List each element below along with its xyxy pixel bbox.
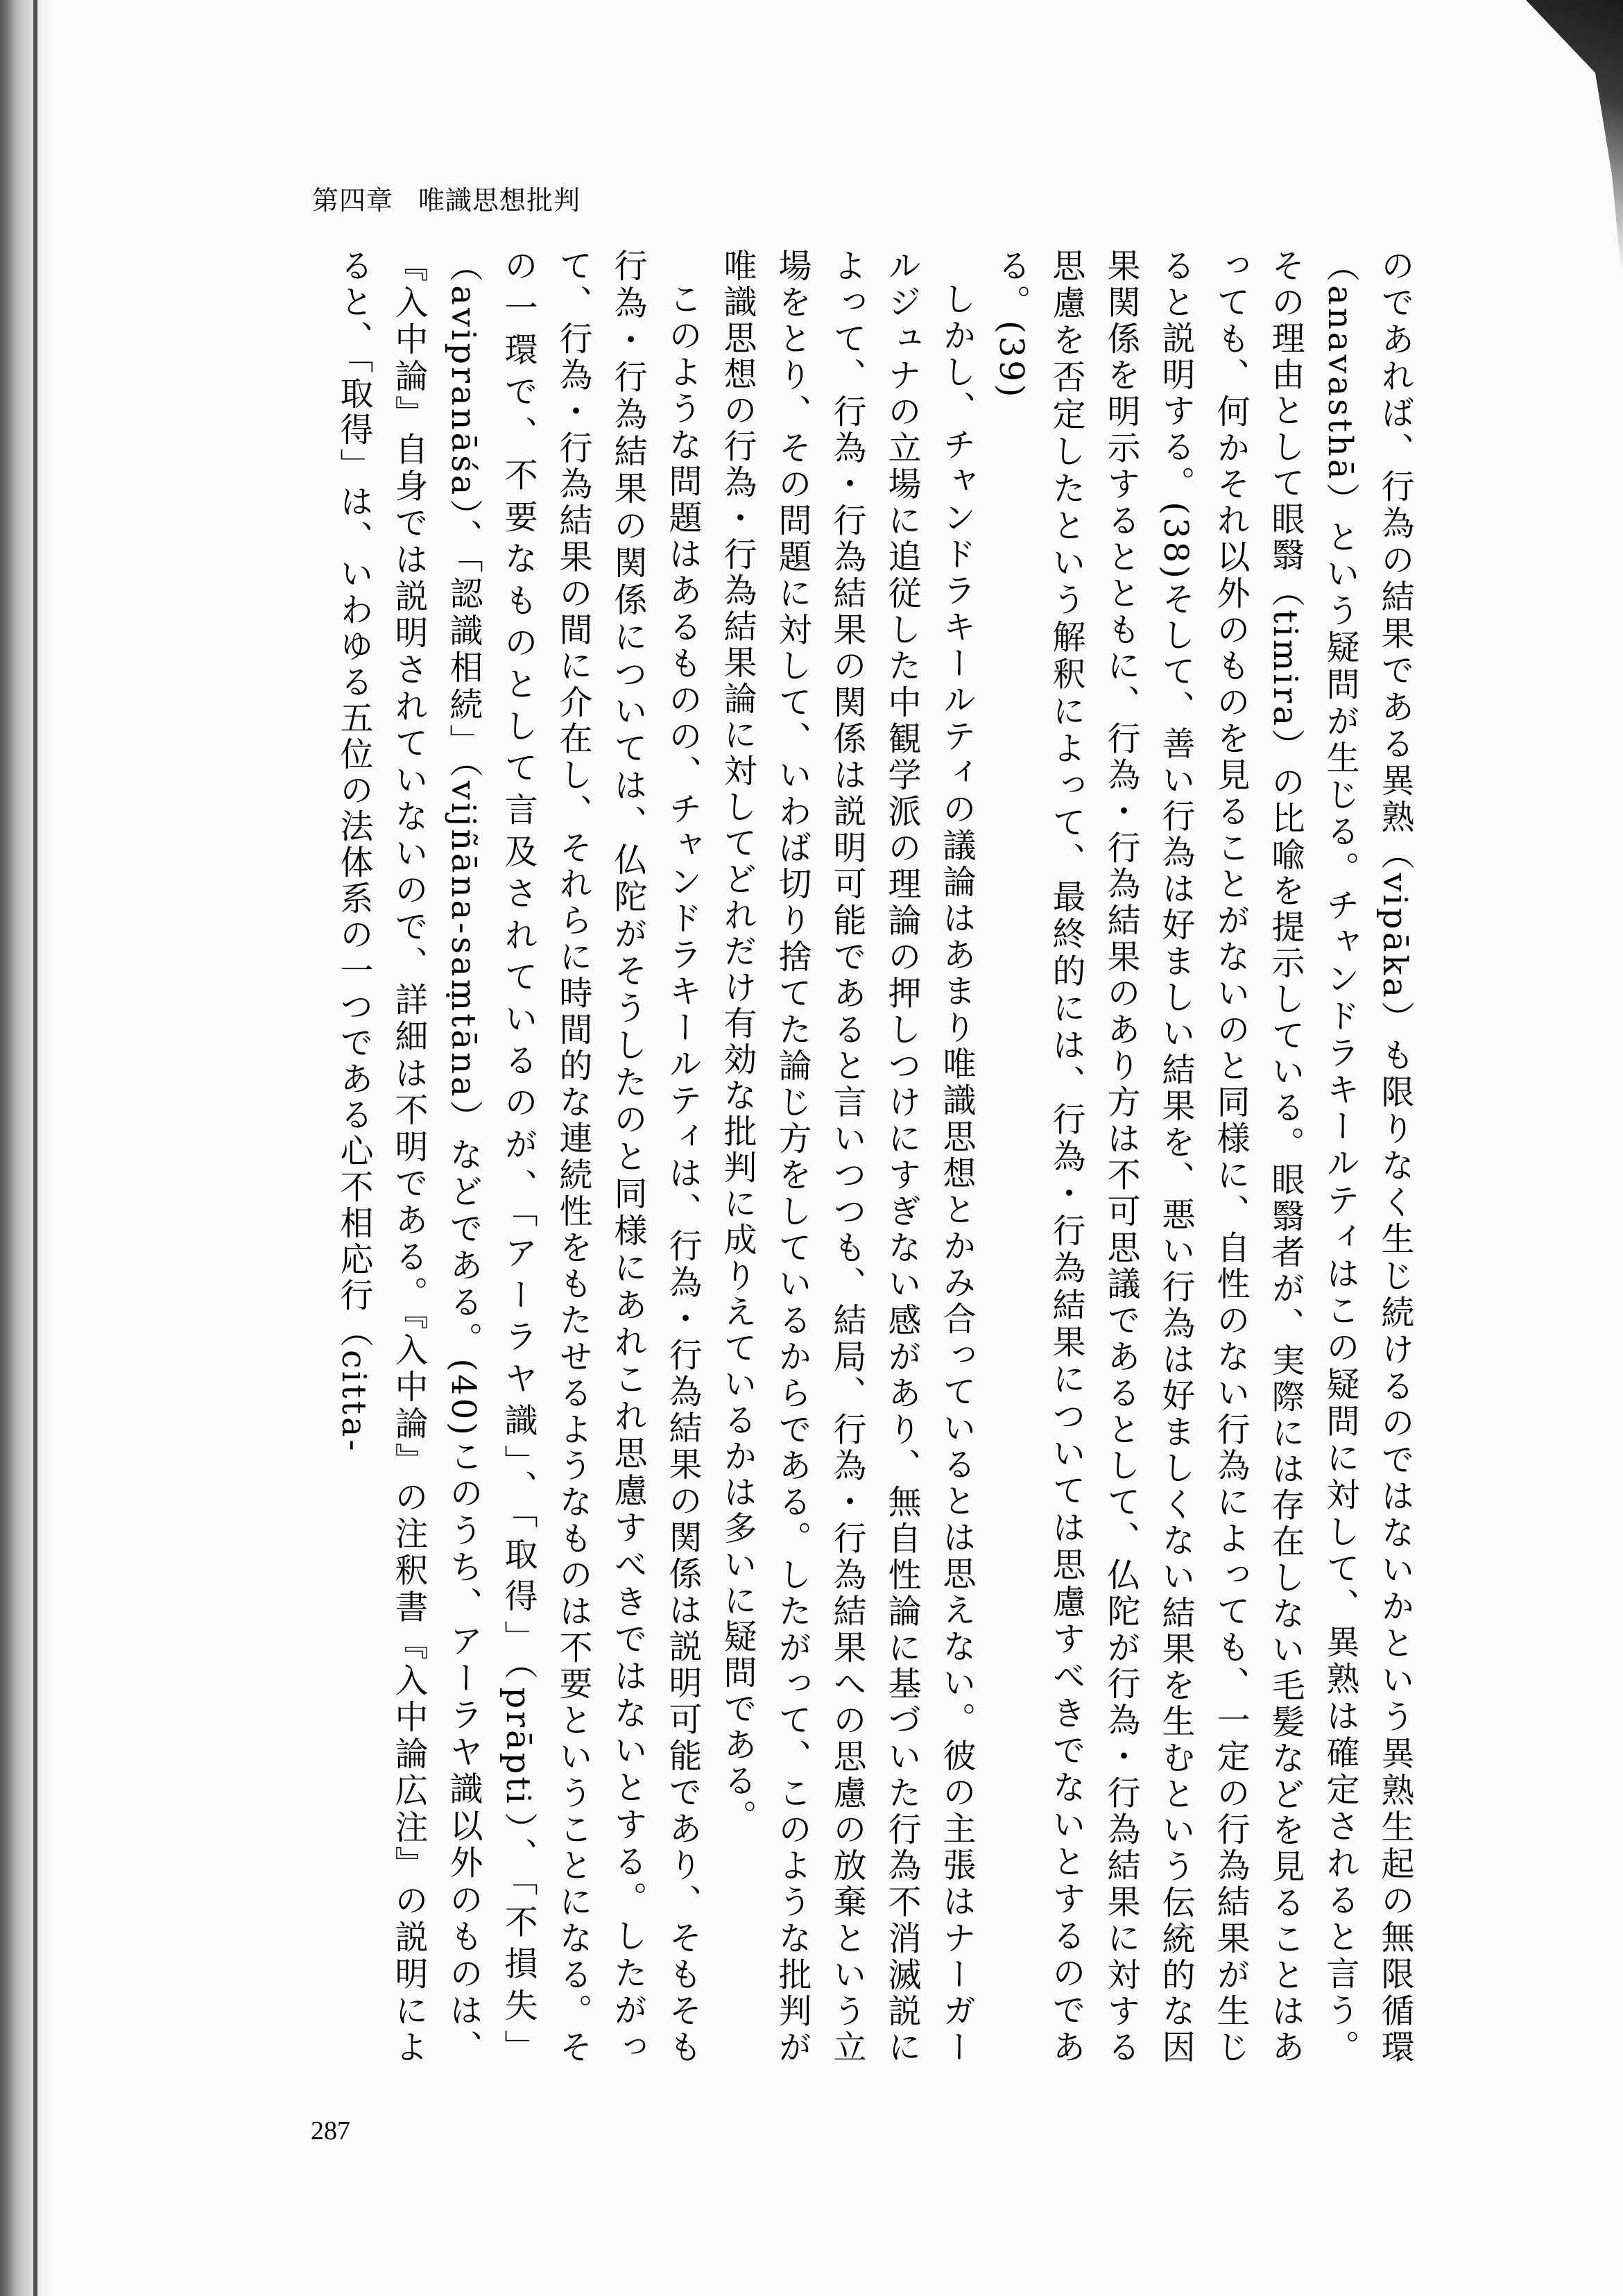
paragraph-1: のであれば、行為の結果である異熟（vipāka）も限りなく生じ続けるのではないかという異熟生起の無限循環（anavasthā）という疑問が生じる。チャンドラキールティはこの疑問に対して、異熟は確定されると言う。その理由として眼翳（timira）の比喩を提示している。眼翳者が、実際には存在しない毛髪などを見ることはあっても、何かそれ以外のものを見ることがないのと同様に、自性のない行為によっても、一定の行為結果が生じると説明する。(38)そして、善い行為は好ましい結果を、悪い行為は好ましくない結果を生むという伝統的な因果関係を明示するとともに、行為・行為結果のあり方は不可思議であるとして、仏陀が行為・行為結果に対する思慮を否定したという解釈によって、最終的には、行為・行為結果については思慮すべきでないとするのである。(39) — [992, 248, 1414, 2066]
page-corner-shadow — [1484, 0, 1623, 291]
binding-gutter-shadow — [0, 0, 55, 2296]
chapter-number: 第四章 — [312, 185, 394, 216]
running-head — [312, 179, 581, 217]
chapter-title: 唯識思想批判 — [418, 185, 581, 216]
page-number: 287 — [311, 2116, 350, 2145]
binding-edge-line — [33, 0, 37, 2296]
vertical-body-text — [173, 248, 1422, 2066]
paragraph-2: しかし、チャンドラキールティの議論はあまり唯識思想とかみ合っているとは思えない。彼の主張はナーガールジュナの立場に追従した中観学派の理論の押しつけにすぎない感があり、無自性論に基づいた行為不消滅説によって、行為・行為結果の関係は説明可能であると言いつつも、結局、行為・行為結果への思慮の放棄という立場をとり、その問題に対して、いわば切り捨てた論じ方をしているからである。したがって、このような批判が唯識思想の行為・行為結果論に対してどれだけ有効な批判に成りえているかは多いに疑問である。 — [718, 248, 976, 2066]
paragraph-3: このような問題はあるものの、チャンドラキールティは、行為・行為結果の関係は説明可能であり、そもそも行為・行為結果の関係については、仏陀がそうしたのと同様にあれこれ思慮すべきではないとする。したがって、行為・行為結果の間に介在し、それらに時間的な連続性をもたせるようなものは不要ということになる。その一環で、不要なものとして言及されているのが、「アーラヤ識」、「取得」（prāpti）、「不損失」（avipranāśa）、「認識相続」（vijñāna-saṃtāna）などである。(40)このうち、アーラヤ識以外のものは、『入中論』自身では説明されていないので、詳細は不明である。『入中論』の注釈書『入中論広注』の説明によると、「取得」は、いわゆる五位の法体系の一つである心不相応行（citta- — [334, 248, 702, 2066]
